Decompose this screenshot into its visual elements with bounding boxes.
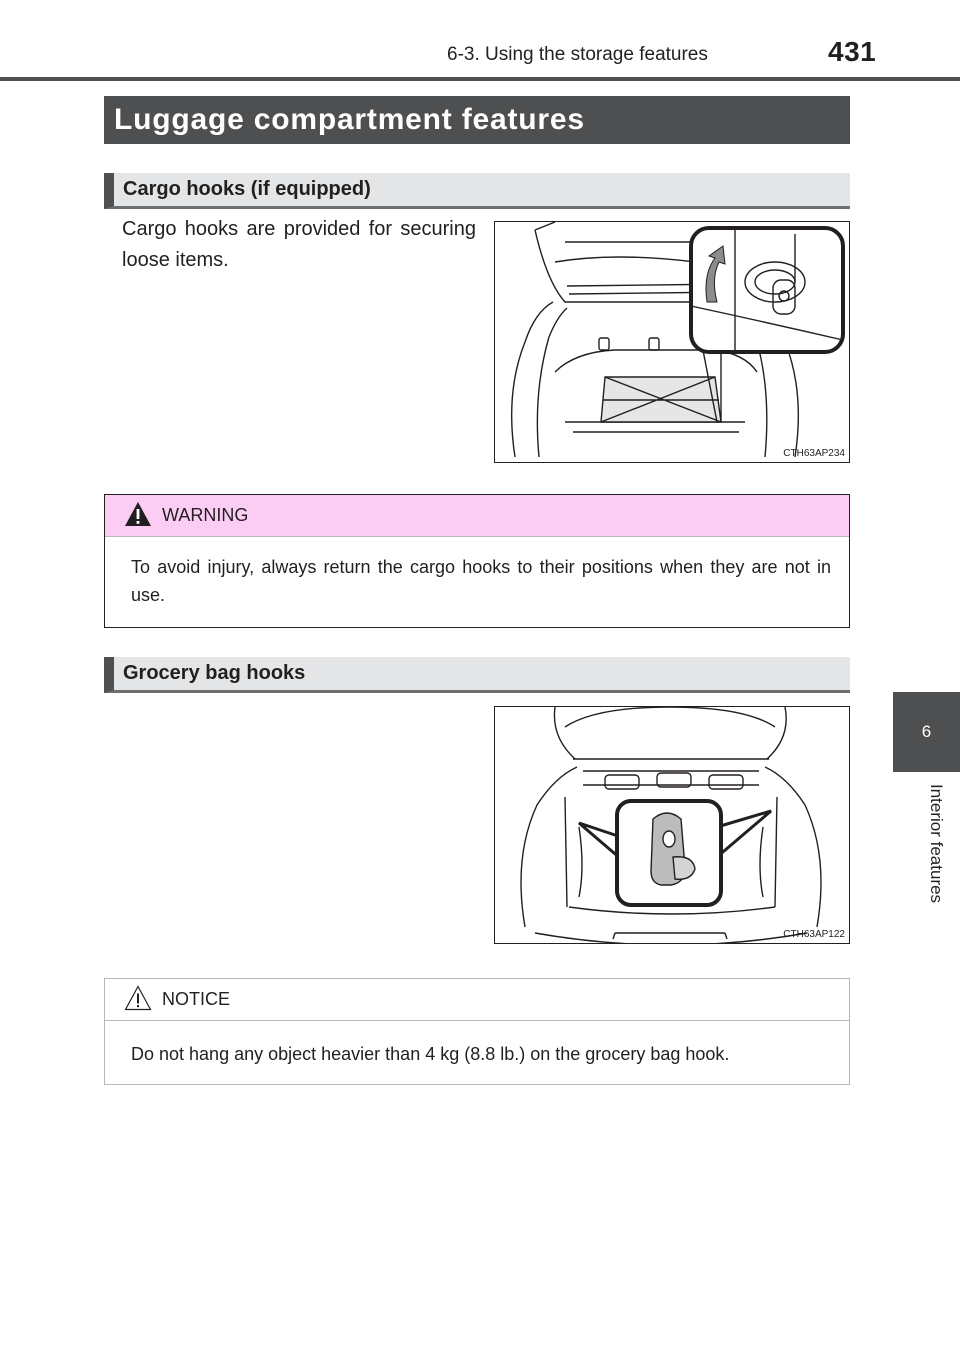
- grocery-hooks-figure: [494, 706, 850, 944]
- figure-code: CTH63AP122: [783, 929, 845, 940]
- cargo-hooks-illustration: [495, 222, 849, 462]
- chapter-tab-number: 6: [893, 692, 960, 772]
- header-divider: [0, 77, 960, 81]
- chapter-tab: [893, 772, 960, 942]
- notice-text: Do not hang any object heavier than 4 kg (8.8 lb.) on the grocery bag hook.: [131, 1044, 730, 1064]
- notice-label: NOTICE: [162, 989, 231, 1009]
- notice-header: [105, 979, 849, 1021]
- warning-triangle-icon: [124, 501, 152, 532]
- figure-code: CTH63AP234: [783, 448, 845, 459]
- notice-box: [104, 978, 850, 1085]
- warning-text: To avoid injury, always return the cargo hooks to their positions when they are not in use.: [131, 557, 831, 605]
- cargo-hooks-description: Cargo hooks are provided for securing loose items.: [122, 218, 476, 271]
- running-header-title: 6-3. Using the storage features: [447, 44, 708, 65]
- warning-label: WARNING: [162, 505, 249, 525]
- warning-box: [104, 494, 850, 628]
- cargo-hooks-heading: Cargo hooks (if equipped): [104, 173, 850, 209]
- warning-header: [105, 495, 849, 537]
- chapter-tab-title: Interior features: [927, 784, 946, 904]
- grocery-hooks-illustration: [495, 707, 849, 943]
- caution-triangle-icon: [124, 985, 152, 1016]
- section-title: Luggage compartment features: [104, 96, 850, 144]
- grocery-hooks-heading: Grocery bag hooks: [104, 657, 850, 693]
- cargo-hooks-figure: [494, 221, 850, 463]
- page-number: 431: [828, 36, 877, 67]
